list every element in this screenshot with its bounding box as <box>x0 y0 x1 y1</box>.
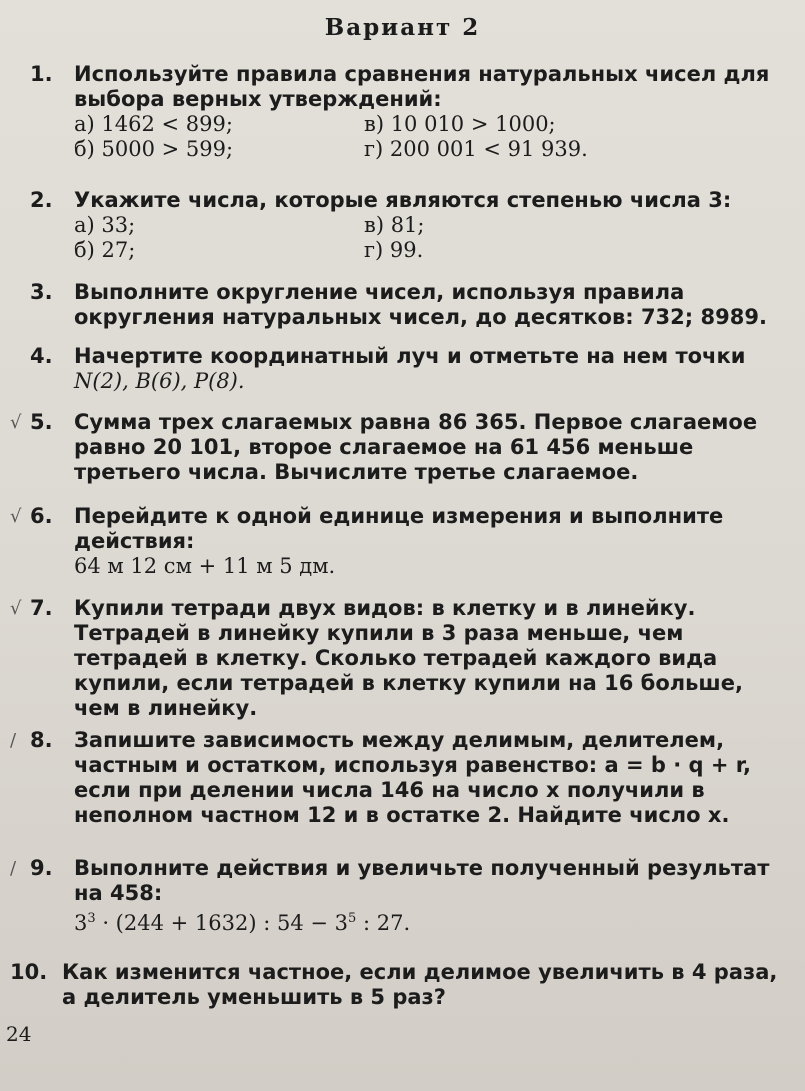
task-7 <box>10 596 787 721</box>
task-text <box>74 504 787 579</box>
option: в) 10 010 > 1000; <box>364 112 556 136</box>
check-mark: / <box>10 730 17 751</box>
option: б) 5000 > 599; <box>74 137 234 161</box>
task-9 <box>10 856 787 936</box>
task-options <box>74 213 787 263</box>
task-number: 3. <box>30 280 53 304</box>
expr-base: 3 <box>74 911 88 935</box>
page-number: 24 <box>6 1022 32 1046</box>
task-10 <box>10 960 787 1010</box>
option: б) 27; <box>74 238 136 262</box>
task-number: 7. <box>30 596 53 620</box>
task-text <box>74 344 787 394</box>
task-8 <box>10 728 787 828</box>
task-text: Выполните округление чисел, используя правила округления натуральных чисел, до десятков: 732; 8989. <box>74 280 767 329</box>
task-text: Как изменится частное, если делимое увеличить в 4 раза, а делитель уменьшить в 5 раз? <box>62 960 778 1009</box>
expr-end: : 27. <box>356 911 411 935</box>
task-text: Запишите зависимость между делимым, делителем, частным и остатком, используя равенство: a = b · q + r, если при делении числа 146 на число x получили в неполном частном 12 и в остатке 2. Найдите число x. <box>74 728 751 827</box>
task-number: 6. <box>30 504 53 528</box>
task-number: 1. <box>30 62 53 86</box>
option: в) 81; <box>364 213 425 237</box>
expr-middle: · (244 + 1632) : 54 − <box>95 911 335 935</box>
option: а) 1462 < 899; <box>74 112 233 136</box>
option: а) 33; <box>74 213 136 237</box>
task-number: 9. <box>30 856 53 880</box>
task-text: Сумма трех слагаемых равна 86 365. Первое слагаемое равно 20 101, второе слагаемое на 61 456 меньше третьего числа. Вычислите третье слагаемое. <box>74 410 758 484</box>
task-number: 2. <box>30 188 53 212</box>
task-text <box>74 856 787 936</box>
expr-exponent: 3 <box>87 911 96 926</box>
task-3 <box>30 280 787 330</box>
task-number: 8. <box>30 728 53 752</box>
variant-title: Вариант 2 <box>324 14 481 41</box>
task-2 <box>30 188 787 263</box>
task-number: 10. <box>10 960 48 984</box>
task-text: Укажите числа, которые являются степенью числа 3: <box>74 188 732 212</box>
task-4 <box>30 344 787 394</box>
expr-base: 3 <box>334 911 349 935</box>
task-5 <box>10 410 787 485</box>
task-text-main: Выполните действия и увеличьте полученный результат на 458: <box>74 856 770 905</box>
task-options <box>74 112 787 162</box>
task-number: 5. <box>30 410 53 434</box>
task-text-main: Начертите координатный луч и отметьте на нем точки <box>74 344 746 368</box>
task-text-main: Перейдите к одной единице измерения и выполните действия: <box>74 504 724 553</box>
task-text: Используйте правила сравнения натуральных чисел для выбора верных утверждений: <box>74 62 770 111</box>
expression: 64 м 12 см + 11 м 5 дм. <box>74 554 336 578</box>
expr-exponent: 5 <box>348 911 357 926</box>
points-list: N(2), B(6), P(8). <box>74 369 245 393</box>
task-text: Купили тетради двух видов: в клетку и в линейку. Тетрадей в линейку купили в 3 раза меньше, чем тетрадей в клетку. Сколько тетрадей каждого вида купили, если тетрадей в клетку купили на 16 больше, чем в линейку. <box>74 596 743 720</box>
task-1 <box>30 62 787 162</box>
check-mark: √ <box>10 598 22 619</box>
task-number: 4. <box>30 344 53 368</box>
task-6 <box>10 504 787 579</box>
option: г) 99. <box>364 238 424 262</box>
check-mark: √ <box>10 506 22 527</box>
check-mark: / <box>10 858 17 879</box>
option: г) 200 001 < 91 939. <box>364 137 588 161</box>
expression <box>74 906 787 936</box>
check-mark: √ <box>10 412 22 433</box>
